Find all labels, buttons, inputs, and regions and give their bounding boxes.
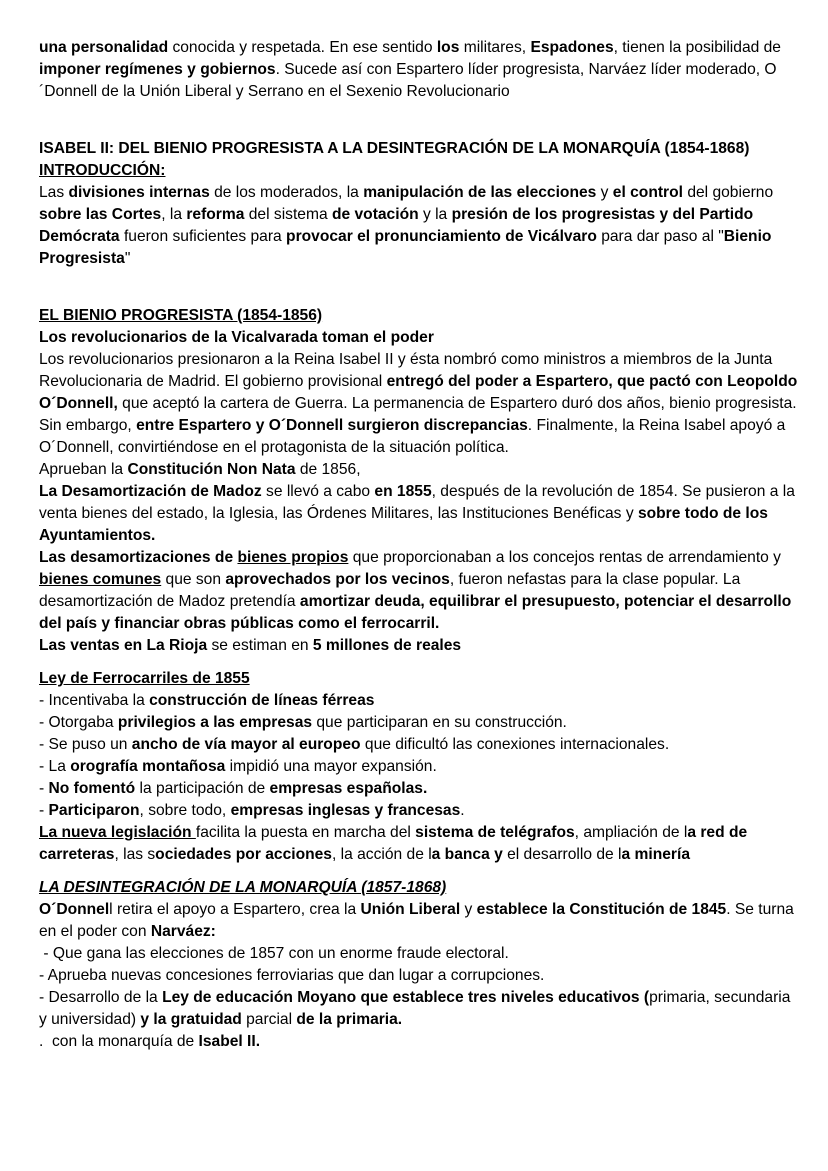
text: , las s: [114, 846, 156, 863]
text: que proporcionaban a los concejos rentas de arrendamiento y: [348, 549, 781, 566]
text: - Se puso un: [39, 736, 132, 753]
bold-text: de la primaria.: [296, 1011, 403, 1028]
bold-text: 5 millones de reales: [312, 637, 462, 654]
text: la participación de: [135, 780, 270, 797]
section-title: ISABEL II: DEL BIENIO PROGRESISTA A LA DESINTEGRACIÓN DE LA MONARQUÍA (1854-1868): [39, 140, 750, 157]
text: - Otorgaba: [39, 714, 118, 731]
bold-text: Isabel II.: [198, 1033, 261, 1050]
bold-text: Las desamortizaciones de: [39, 549, 238, 566]
text: . Sucede así con Espartero líder progresista, Narváez líder moderado, O´Donnell de la Unión Liberal y Serrano en el Sexenio Revolucionario: [39, 61, 777, 100]
text: . con la monarquía de: [39, 1033, 199, 1050]
bold-text: a banca y: [431, 846, 503, 863]
bienio-heading: EL BIENIO PROGRESISTA (1854-1856): [39, 307, 323, 324]
text: , ampliación de l: [574, 824, 688, 841]
bold-text: en 1855: [374, 483, 432, 500]
bold-text: establece la Constitución de 1845: [476, 901, 727, 918]
bold-text: Participaron: [48, 802, 140, 819]
text: - La: [39, 758, 71, 775]
bold-text: presión de los progresistas y del Partido Demócrata: [39, 206, 754, 245]
bold-text: Bienio Progresista: [39, 228, 772, 267]
bold-text: sobre todo de los Ayuntamientos.: [39, 505, 768, 544]
list-item: [39, 800, 799, 822]
text: de 1856,: [295, 461, 361, 478]
bold-text: Constitución Non Nata: [127, 461, 296, 478]
text: que aceptó la cartera de Guerra. La permanencia de Espartero duró dos años, bienio progresista. Sin embargo,: [39, 395, 797, 434]
text: fueron suficientes para: [119, 228, 287, 245]
bold-text: manipulación de las elecciones: [363, 184, 597, 201]
list-item: - Que gana las elecciones de 1857 con un enorme fraude electoral.: [39, 945, 509, 962]
bold-text: y la gratuidad: [140, 1011, 242, 1028]
text: , sobre todo,: [139, 802, 231, 819]
text: ": [124, 250, 131, 267]
bold-text: Espadones: [530, 39, 614, 56]
desintegracion-heading: LA DESINTEGRACIÓN DE LA MONARQUÍA (1857-1868): [39, 879, 447, 896]
bold-text: a red de carreteras: [39, 824, 748, 863]
text: Aprueban la: [39, 461, 128, 478]
bold-text: sobre las Cortes: [39, 206, 162, 223]
list-item: [39, 756, 799, 778]
text: de los moderados, la: [209, 184, 364, 201]
text: Los revolucionarios presionaron a la Reina Isabel II y ésta nombró como ministros a miembros de la Junta Revolucionaria de Madrid. El gobierno provisional: [39, 351, 773, 390]
list-item: [39, 690, 799, 712]
bold-underlined-text: bienes comunes: [39, 571, 162, 588]
text: l retira el apoyo a Espartero, crea la: [109, 901, 361, 918]
text: parcial: [241, 1011, 297, 1028]
text: - Incentivaba la: [39, 692, 150, 709]
bold-text: ancho de vía mayor al europeo: [131, 736, 361, 753]
bold-text: privilegios a las empresas: [117, 714, 313, 731]
bold-text: Unión Liberal: [360, 901, 461, 918]
list-item: [39, 1031, 799, 1053]
text: - Desarrollo de la: [39, 989, 163, 1006]
bold-text: los: [436, 39, 460, 56]
bold-text: a minería: [621, 846, 690, 863]
text: .: [460, 802, 465, 819]
bold-text: una personalidad: [39, 39, 169, 56]
text: y: [596, 184, 613, 201]
text: que participaran en su construcción.: [312, 714, 567, 731]
bold-text: de votación: [331, 206, 419, 223]
text: del sistema: [244, 206, 332, 223]
bold-text: sistema de telégrafos: [415, 824, 575, 841]
bold-underlined-text: bienes propios: [237, 549, 349, 566]
text: . Se turna en el poder con: [39, 901, 794, 940]
list-item: - Aprueba nuevas concesiones ferroviarias que dan lugar a corrupciones.: [39, 967, 545, 984]
bienio-paragraph-4: [39, 547, 799, 635]
text: impidió una mayor expansión.: [225, 758, 437, 775]
text: . Finalmente, la Reina Isabel apoyó a O´Donnell, convirtiéndose en el protagonista de la situación política.: [39, 417, 786, 456]
bold-text: No fomentó: [48, 780, 136, 797]
text: Las: [39, 184, 69, 201]
bienio-subheading: Los revolucionarios de la Vicalvarada toman el poder: [39, 329, 434, 346]
intro-paragraph: [39, 37, 799, 103]
text: , fueron nefastas para la clase popular. La desamortización de Madoz pretendía: [39, 571, 741, 610]
text: primaria, secundaria y universidad): [39, 989, 791, 1028]
text: que son: [161, 571, 226, 588]
text: militares,: [459, 39, 531, 56]
text: , tienen la posibilidad de: [613, 39, 781, 56]
bold-text: reforma: [186, 206, 245, 223]
introduction-paragraph: [39, 182, 799, 270]
list-item: [39, 987, 799, 1031]
list-item: [39, 734, 799, 756]
introduction-heading: INTRODUCCIÓN:: [39, 162, 166, 179]
text: para dar paso al ": [596, 228, 724, 245]
text: del gobierno: [682, 184, 774, 201]
bienio-paragraph-3: [39, 481, 799, 547]
ferrocarriles-heading: Ley de Ferrocarriles de 1855: [39, 670, 250, 687]
bold-text: amortizar deuda, equilibrar el presupuesto, potenciar el desarrollo del país y financiar obras públicas como el ferrocarril.: [39, 593, 792, 632]
list-item: [39, 712, 799, 734]
bold-text: entregó del poder a Espartero, que pactó con Leopoldo O´Donnell,: [39, 373, 798, 412]
bold-text: imponer regímenes y gobiernos: [39, 61, 276, 78]
text: se estiman en: [207, 637, 313, 654]
legislacion-paragraph: [39, 822, 799, 866]
bold-text: O´Donnel: [39, 901, 110, 918]
text: que dificultó las conexiones internacionales.: [360, 736, 670, 753]
text: y la: [418, 206, 452, 223]
text: , la: [161, 206, 187, 223]
text: conocida y respetada. En ese sentido: [168, 39, 437, 56]
text: y: [460, 901, 477, 918]
text: el desarrollo de l: [502, 846, 622, 863]
list-item: [39, 778, 799, 800]
bold-text: orografía montañosa: [70, 758, 226, 775]
bienio-paragraph-2: [39, 459, 799, 481]
bold-text: el control: [612, 184, 683, 201]
text: se llevó a cabo: [261, 483, 375, 500]
text: , la acción de l: [331, 846, 432, 863]
bienio-paragraph-5: [39, 635, 799, 657]
text: -: [39, 780, 49, 797]
bold-text: divisiones internas: [68, 184, 210, 201]
desintegracion-paragraph: [39, 899, 799, 943]
text: -: [39, 802, 49, 819]
bienio-paragraph-1: [39, 349, 799, 459]
document-page: [39, 37, 799, 1053]
bold-underlined-text: La nueva legislación: [39, 824, 196, 841]
bold-text: entre Espartero y O´Donnell surgieron discrepancias: [136, 417, 528, 434]
bold-text: construcción de líneas férreas: [149, 692, 375, 709]
bold-text: Las ventas en La Rioja: [39, 637, 208, 654]
bold-text: ociedades por acciones: [155, 846, 332, 863]
bold-text: Narváez:: [150, 923, 216, 940]
text: facilita la puesta en marcha del: [195, 824, 416, 841]
bold-text: empresas inglesas y francesas: [230, 802, 461, 819]
bold-text: La Desamortización de Madoz: [39, 483, 262, 500]
bold-text: empresas españolas.: [269, 780, 428, 797]
bold-text: provocar el pronunciamiento de Vicálvaro: [286, 228, 597, 245]
bold-text: aprovechados por los vecinos: [225, 571, 450, 588]
bold-text: Ley de educación Moyano que establece tres niveles educativos (: [162, 989, 650, 1006]
text: , después de la revolución de 1854. Se pusieron a la venta bienes del estado, la Iglesia, las Órdenes Militares, las Instituciones Benéficas y: [39, 483, 795, 522]
